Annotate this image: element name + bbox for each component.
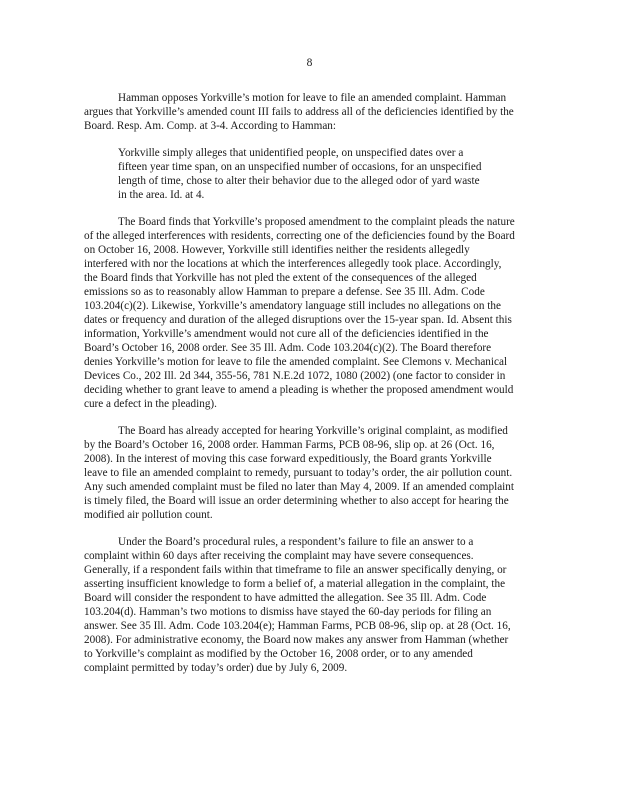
text-line: Generally, if a respondent fails within that timeframe to file an answer specifically denying, or — [84, 564, 507, 576]
text-line: 2008). In the interest of moving this case forward expeditiously, the Board grants Yorkville — [84, 453, 492, 465]
text-line: The Board finds that Yorkville’s proposed amendment to the complaint pleads the nature — [118, 216, 515, 228]
text-line: is timely filed, the Board will issue an order determining whether to also accept for hearing the — [84, 495, 509, 507]
text-line: Board’s October 16, 2008 order. See 35 Ill. Adm. Code 103.204(c)(2). The Board therefore — [84, 342, 492, 354]
text-line: information, Yorkville’s amendment would not cure all of the deficiencies identified in the — [84, 328, 489, 340]
text-line: dates or frequency and duration of the alleged disruptions over the 15-year span. Id. Absent this — [84, 314, 512, 326]
text-line: Board. Resp. Am. Comp. at 3-4. According to Hamman: — [84, 120, 336, 132]
quote-line: Yorkville simply alleges that unidentified people, on unspecified dates over a — [118, 147, 464, 159]
text-line: denies Yorkville’s motion for leave to file the amended complaint. See Clemons v. Mechanical — [84, 356, 508, 368]
text-line: modified air pollution count. — [84, 509, 213, 521]
text-line: answer. See 35 Ill. Adm. Code 103.204(e); Hamman Farms, PCB 08-96, slip op. at 28 (Oct. 16, — [84, 620, 511, 632]
text-line: complaint within 60 days after receiving the complaint may have severe consequences. — [84, 550, 474, 562]
quote-line: in the area. Id. at 4. — [118, 189, 205, 201]
text-line: complaint permitted by today’s order) due by July 6, 2009. — [84, 662, 348, 674]
text-line: the Board finds that Yorkville has not pled the extent of the consequences of the alleged — [84, 272, 477, 284]
text-line: 2008). For administrative economy, the Board now makes any answer from Hamman (whether — [84, 634, 509, 646]
text-line: The Board has already accepted for hearing Yorkville’s original complaint, as modified — [118, 425, 508, 437]
text-line: interfered with nor the locations at which the interferences allegedly took place. Accordingly, — [84, 258, 502, 270]
text-line: Under the Board’s procedural rules, a respondent’s failure to file an answer to a — [118, 536, 474, 548]
text-line: Hamman opposes Yorkville’s motion for leave to file an amended complaint. Hamman — [118, 92, 507, 104]
text-line: emissions so as to reasonably allow Hamman to prepare a defense. See 35 Ill. Adm. Code — [84, 286, 485, 298]
text-line: cure a defect in the pleading). — [84, 398, 217, 410]
text-line: Board will consider the respondent to have admitted the allegation. See 35 Ill. Adm. Code — [84, 592, 487, 604]
text-line: to Yorkville’s complaint as modified by the October 16, 2008 order, or to any amended — [84, 648, 473, 660]
quote-line: length of time, chose to alter their behavior due to the alleged odor of yard waste — [118, 175, 480, 187]
text-line: Devices Co., 202 Ill. 2d 344, 355-56, 781 N.E.2d 1072, 1080 (2002) (one factor to consider in — [84, 370, 506, 382]
text-line: argues that Yorkville’s amended count III fails to address all of the deficiencies identified by the — [84, 106, 514, 118]
text-line: deciding whether to grant leave to amend a pleading is whether the proposed amendment would — [84, 384, 514, 396]
quote-line: fifteen year time span, on an unspecified number of occasions, for an unspecified — [118, 161, 482, 173]
text-line: leave to file an amended complaint to remedy, pursuant to today’s order, the air pollution count. — [84, 467, 513, 479]
text-line: 103.204(d). Hamman’s two motions to dismiss have stayed the 60-day periods for filing an — [84, 606, 492, 618]
text-line: asserting insufficient knowledge to form a belief of, a material allegation in the complaint, the — [84, 578, 506, 590]
text-line: 103.204(c)(2). Likewise, Yorkville’s amendatory language still includes no allegations on the — [84, 300, 501, 312]
text-line: by the Board’s October 16, 2008 order. Hamman Farms, PCB 08-96, slip op. at 26 (Oct. 16, — [84, 439, 495, 451]
page-number: 8 — [306, 57, 313, 69]
text-line: Any such amended complaint must be filed no later than May 4, 2009. If an amended complaint — [84, 481, 514, 493]
text-line: of the alleged interferences with residents, correcting one of the deficiencies found by the Board — [84, 230, 515, 242]
text-line: on October 16, 2008. However, Yorkville still identifies neither the residents allegedly — [84, 244, 470, 256]
